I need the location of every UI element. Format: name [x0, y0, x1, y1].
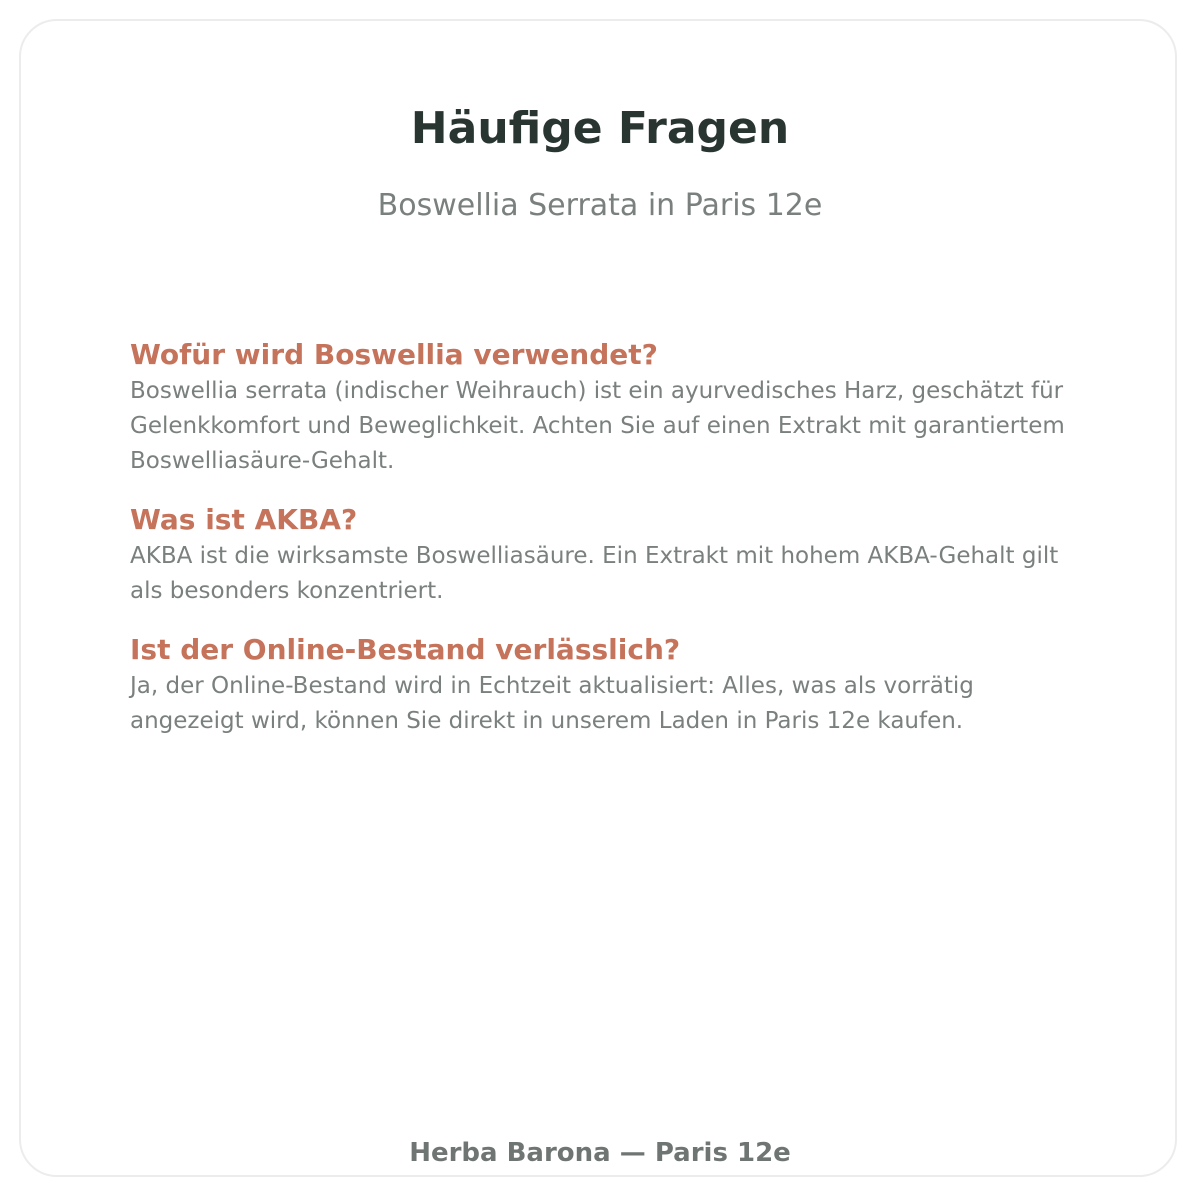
footer-brand: Herba Barona — Paris 12e: [409, 1138, 791, 1168]
faq-list: [130, 336, 1090, 761]
faq-answer: Boswellia serrata (indischer Weihrauch) ist ein ayurvedisches Harz, geschätzt für Gelenkkomfort und Beweglichkeit. Achten Sie auf einen Extrakt mit garantiertem Boswelliasäure-Gehalt.: [130, 378, 1065, 474]
faq-answer: Ja, der Online-Bestand wird in Echtzeit aktualisiert: Alles, was als vorrätig angezeigt wird, können Sie direkt in unserem Laden in Paris 12e kaufen.: [130, 673, 974, 734]
page-title: Häufige Fragen: [410, 103, 790, 154]
faq-item: [130, 336, 1090, 479]
page-subtitle: Boswellia Serrata in Paris 12e: [377, 188, 823, 223]
faq-item: [130, 501, 1090, 609]
faq-question: Wofür wird Boswellia verwendet?: [130, 338, 658, 371]
faq-question: Ist der Online-Bestand verlässlich?: [130, 633, 681, 666]
faq-answer: AKBA ist die wirksamste Boswelliasäure. Ein Extrakt mit hohem AKBA-Gehalt gilt als besonders konzentriert.: [130, 543, 1059, 604]
faq-question: Was ist AKBA?: [130, 503, 358, 536]
faq-item: [130, 631, 1090, 739]
